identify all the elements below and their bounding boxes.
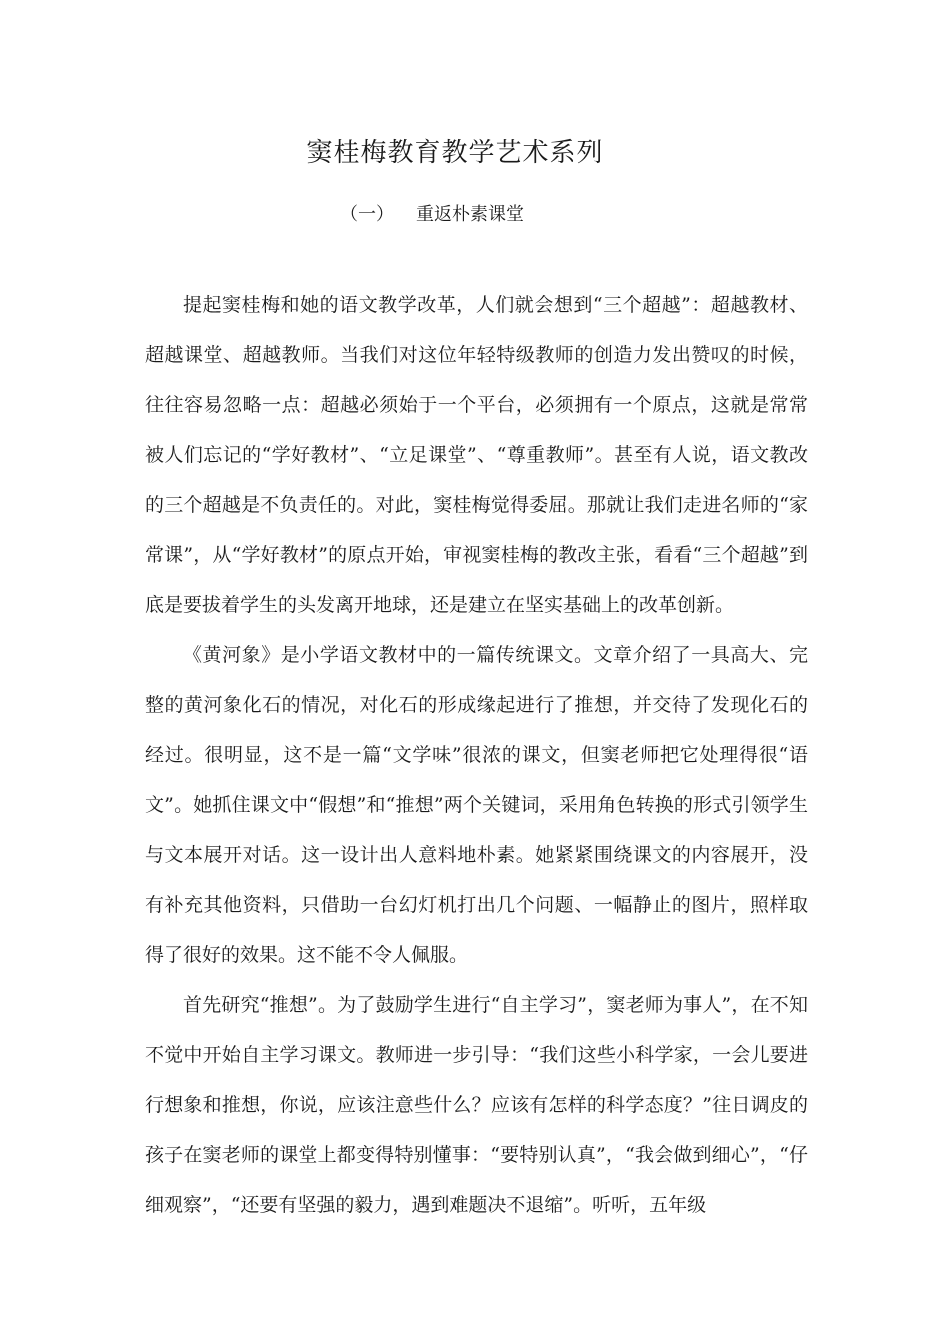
- document-title: 窦桂梅教育教学艺术系列: [306, 138, 604, 168]
- body-text: [145, 280, 808, 1230]
- paragraph: 首先研究“推想”。为了鼓励学生进行“自主学习”，窦老师为事人”，在不知不觉中开始自主学习课文。教师进一步引导：“我们这些小科学家，一会儿要进行想象和推想，你说，应该注意些什么？应该有怎样的科学态度？”往日调皮的孩子在窦老师的课堂上都变得特别懂事：“要特别认真”，“我会做到细心”，“仔细观察”，“还要有坚强的毅力，遇到难题决不退缩”。听听，五年级: [145, 994, 808, 1216]
- paragraph: 《黄河象》是小学语文教材中的一篇传统课文。文章介绍了一具高大、完整的黄河象化石的情况，对化石的形成缘起进行了推想，并交待了发现化石的经过。很明显，这不是一篇“文学味”很浓的课文，但窦老师把它处理得很“语文”。她抓住课文中“假想”和“推想”两个关键词，采用角色转换的形式引领学生与文本展开对话。这一设计出人意料地朴素。她紧紧围绕课文的内容展开，没有补充其他资料，只借助一台幻灯机打出几个问题、一幅静止的图片，照样取得了很好的效果。这不能不令人佩服。: [145, 644, 808, 966]
- paragraph: 提起窦桂梅和她的语文教学改革，人们就会想到“三个超越”：超越教材、超越课堂、超越教师。当我们对这位年轻特级教师的创造力发出赞叹的时候，往往容易忽略一点：超越必须始于一个平台，必须拥有一个原点，这就是常常被人们忘记的“学好教材”、“立足课堂”、“尊重教师”。甚至有人说，语文教改的三个超越是不负责任的。对此，窦桂梅觉得委屈。那就让我们走进名师的“家常课”，从“学好教材”的原点开始，审视窦桂梅的教改主张，看看“三个超越”到底是要拔着学生的头发离开地球，还是建立在坚实基础上的改革创新。: [145, 294, 808, 616]
- section-number: （一）: [340, 204, 394, 225]
- section-title: 重返朴素课堂: [416, 204, 524, 225]
- section-heading: [340, 200, 524, 226]
